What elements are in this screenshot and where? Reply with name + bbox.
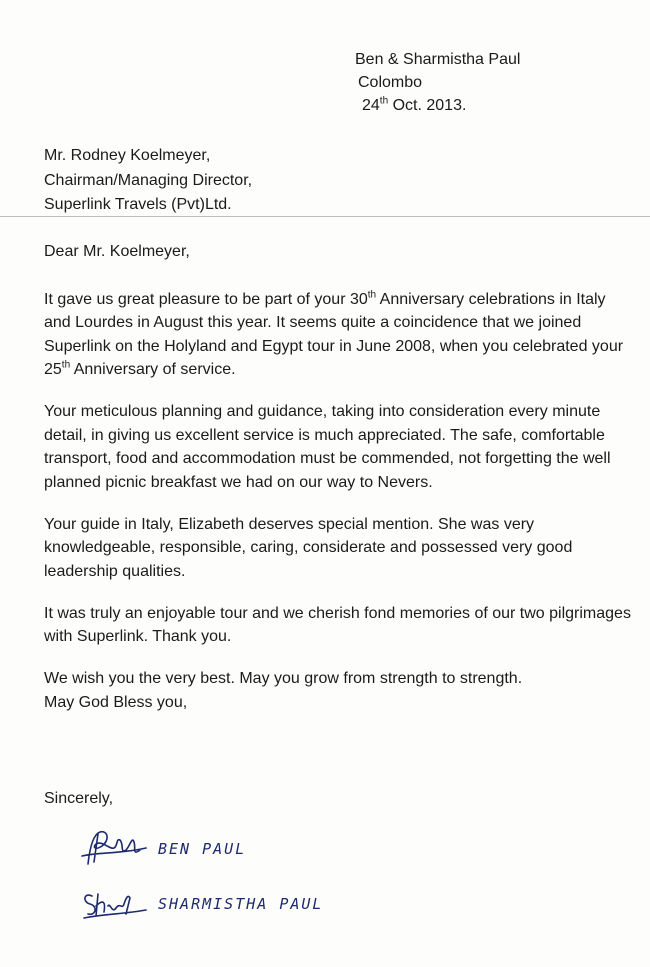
printed-name-ben: BEN PAUL [158,840,247,858]
date-suffix: th [379,95,389,107]
date-rest: Oct. 2013. [388,97,467,114]
paragraph-5 [44,667,634,714]
sender-city: Colombo [358,74,423,91]
printed-name-sharmistha: SHARMISTHA PAUL [158,895,324,913]
paragraph-2: Your meticulous planning and guidance, taking into consideration every minute detail, in giving us excellent service is much appreciated. The safe, comfortable transport, food and accommodation must be commended, not forgetting the well planned picnic breakfast we had on our way to Nevers. [44,403,611,491]
p1-sup-1: th [367,289,377,301]
letter-date [355,94,520,117]
paragraph-4: It was truly an enjoyable tour and we cherish fond memories of our two pilgrimages with Superlink. Thank you. [44,604,631,645]
p5-line-1: We wish you the very best. May you grow from strength to strength. [44,670,523,687]
signature-sharmistha [80,884,323,924]
recipient-title: Chairman/Managing Director, [44,171,253,189]
signature-ben [80,826,246,872]
signature-scribble-sharmistha [80,884,150,924]
salutation: Dear Mr. Koelmeyer, [44,243,190,260]
p1-text-c: Anniversary of service. [70,361,236,378]
recipient-name: Mr. Rodney Koelmeyer, [44,147,211,164]
paragraph-3: Your guide in Italy, Elizabeth deserves special mention. She was very knowledgeable, responsible, caring, considerate and possessed very good leadership qualities. [44,515,573,580]
sender-block [355,48,520,117]
paragraph-1 [44,288,634,382]
recipient-block [44,144,252,218]
p1-text-b: Anniversary celebrations in Italy and Lourdes in August this year. It seems quite a coincidence that we joined Superlink on the Holyland and Egypt tour in June 2008, when you celebrated your 25 [44,290,624,378]
closing: Sincerely, [44,790,114,807]
p5-line-2: May God Bless you, [44,693,188,711]
letter-body [44,240,634,733]
date-day: 24 [362,97,380,114]
recipient-company: Superlink Travels (Pvt)Ltd. [44,196,232,213]
sender-names: Ben & Sharmistha Paul [355,51,521,68]
divider-line [0,216,650,217]
p1-text-a: It gave us great pleasure to be part of your 30 [44,290,368,308]
signature-scribble-ben [80,826,150,872]
p1-sup-2: th [61,359,71,371]
